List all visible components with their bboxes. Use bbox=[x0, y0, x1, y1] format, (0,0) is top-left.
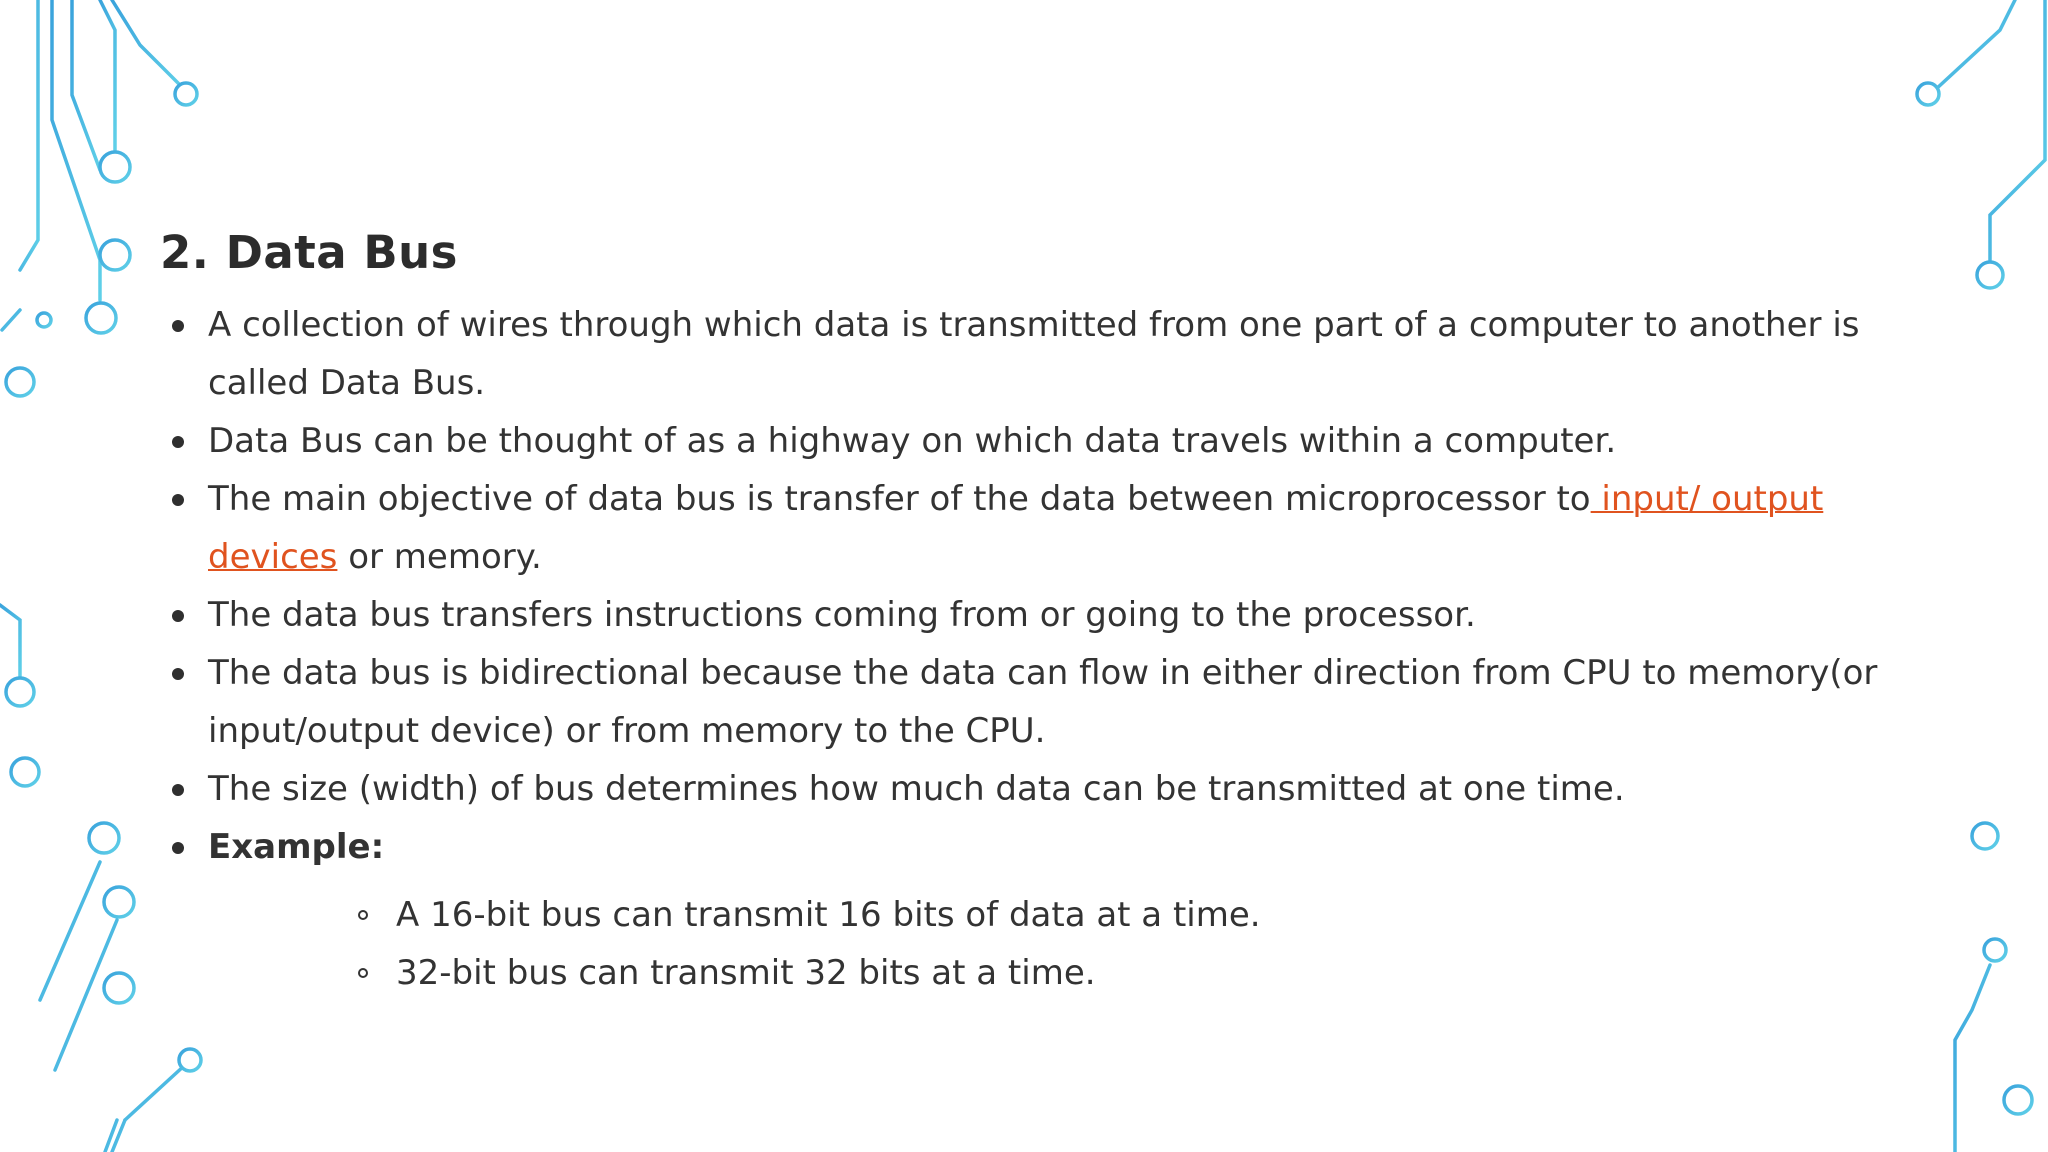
bullet-text-continued: or memory. bbox=[337, 537, 542, 577]
bullet-dot-icon bbox=[172, 436, 184, 448]
bullet-dot-icon bbox=[172, 668, 184, 680]
bullet-item bbox=[160, 470, 1940, 586]
bullet-dot-icon bbox=[172, 610, 184, 622]
example-label: Example: bbox=[208, 827, 385, 867]
hollow-bullet-icon bbox=[358, 910, 368, 920]
bullet-dot-icon bbox=[172, 494, 184, 506]
bullet-item-example bbox=[160, 818, 1940, 1002]
bullet-dot-icon bbox=[172, 784, 184, 796]
bullet-item bbox=[160, 586, 1940, 644]
bullet-text: The data bus is bidirectional because the data can flow in either direction from CPU to memory(or input/output device) or from memory to the CPU. bbox=[208, 653, 1878, 751]
bullet-text: A collection of wires through which data is transmitted from one part of a computer to another is called Data Bus. bbox=[208, 305, 1860, 403]
bullet-text: The size (width) of bus determines how much data can be transmitted at one time. bbox=[208, 769, 1625, 809]
bullet-text: Data Bus can be thought of as a highway on which data travels within a computer. bbox=[208, 421, 1617, 461]
sub-bullet-item bbox=[358, 886, 1940, 944]
hollow-bullet-icon bbox=[358, 968, 368, 978]
bullet-item bbox=[160, 296, 1940, 412]
bullet-item bbox=[160, 644, 1940, 760]
sub-bullet-text: 32-bit bus can transmit 32 bits at a time. bbox=[396, 953, 1096, 993]
sub-bullet-list bbox=[208, 886, 1940, 1002]
bullet-dot-icon bbox=[172, 842, 184, 854]
bullet-list bbox=[160, 296, 1940, 1002]
bullet-text: The data bus transfers instructions coming from or going to the processor. bbox=[208, 595, 1476, 635]
slide-title: 2. Data Bus bbox=[160, 226, 458, 279]
bullet-item bbox=[160, 412, 1940, 470]
io-devices-link[interactable]: input/ output devices bbox=[208, 479, 1824, 577]
sub-bullet-item bbox=[358, 944, 1940, 1002]
bullet-item bbox=[160, 760, 1940, 818]
slide-content bbox=[160, 218, 1940, 1002]
bullet-dot-icon bbox=[172, 320, 184, 332]
bullet-text: The main objective of data bus is transfer of the data between microprocessor to bbox=[208, 479, 1591, 519]
sub-bullet-text: A 16-bit bus can transmit 16 bits of data at a time. bbox=[396, 895, 1261, 935]
